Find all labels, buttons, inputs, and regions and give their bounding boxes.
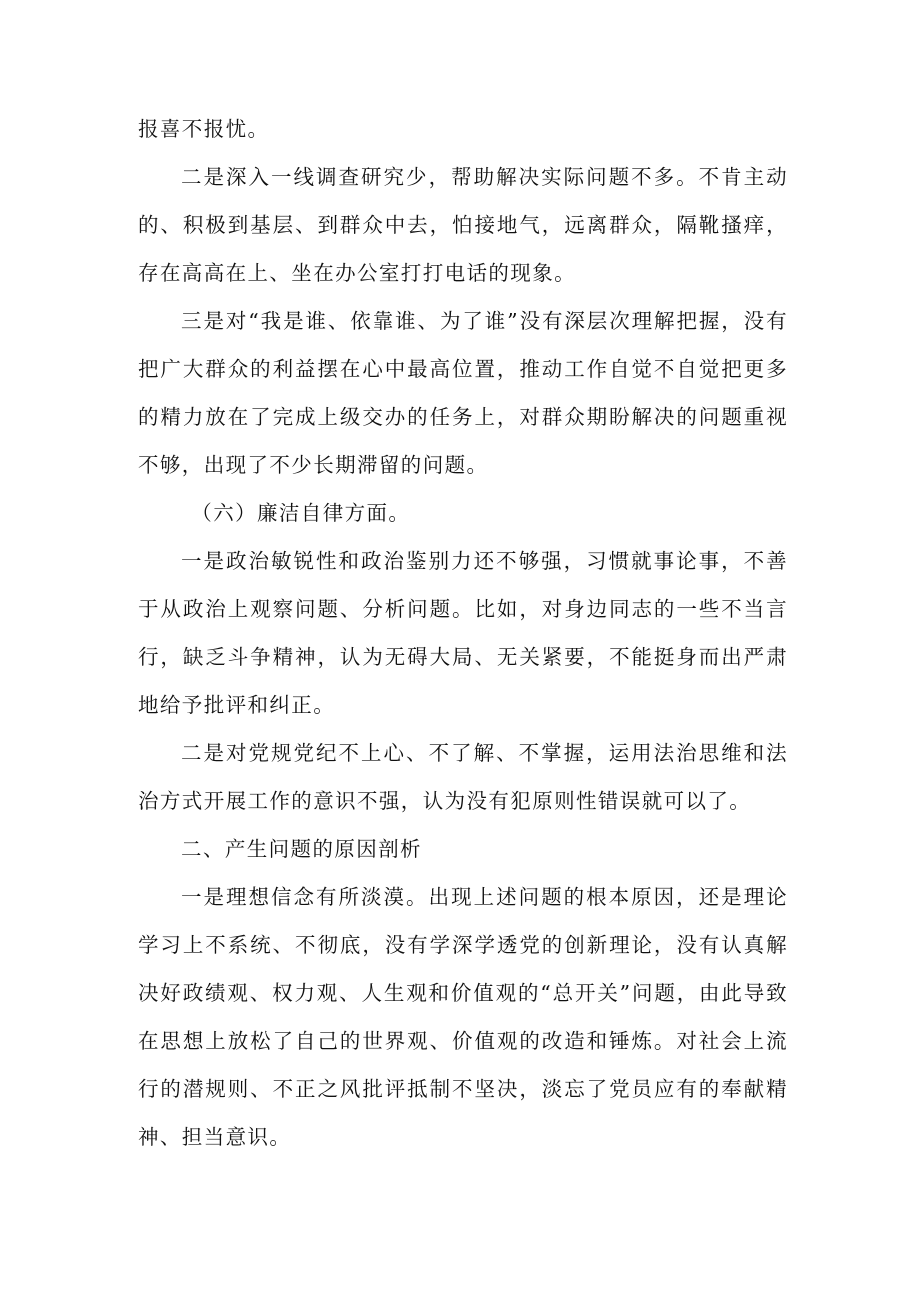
paragraph-point-3: 三是对“我是谁、依靠谁、为了谁”没有深层次理解把握，没有把广大群众的利益摆在心中最高位置，推动工作自觉不自觉把更多的精力放在了完成上级交办的任务上，对群众期盼解决的问题重视不够，出现了不少长期滞留的问题。 [138,309,788,477]
section-heading-integrity: （六）廉洁自律方面。 [191,501,411,525]
paragraph-integrity-point-1: 一是政治敏锐性和政治鉴别力还不够强，习惯就事论事，不善于从政治上观察问题、分析问题。比如，对身边同志的一些不当言行，缺乏斗争精神，认为无碍大局、无关紧要，不能挺身而出严肃地给予批评和纠正。 [138,549,788,717]
paragraph-continuation: 报喜不报忧。 [138,117,270,141]
paragraph-cause-point-1: 一是理想信念有所淡漠。出现上述问题的根本原因，还是理论学习上不系统、不彻底，没有学深学透党的创新理论，没有认真解决好政绩观、权力观、人生观和价值观的“总开关”问题，由此导致在思想上放松了自己的世界观、价值观的改造和锤炼。对社会上流行的潜规则、不正之风批评抵制不坚决，淡忘了党员应有的奉献精神、担当意识。 [138,885,788,1149]
document-body [138,105,788,1161]
section-heading-cause-analysis: 二、产生问题的原因剖析 [181,837,422,861]
paragraph-integrity-point-2: 二是对党规党纪不上心、不了解、不掌握，运用法治思维和法治方式开展工作的意识不强，认为没有犯原则性错误就可以了。 [138,741,788,813]
paragraph-point-2: 二是深入一线调查研究少，帮助解决实际问题不多。不肯主动的、积极到基层、到群众中去，怕接地气，远离群众，隔靴搔痒，存在高高在上、坐在办公室打打电话的现象。 [138,165,788,285]
